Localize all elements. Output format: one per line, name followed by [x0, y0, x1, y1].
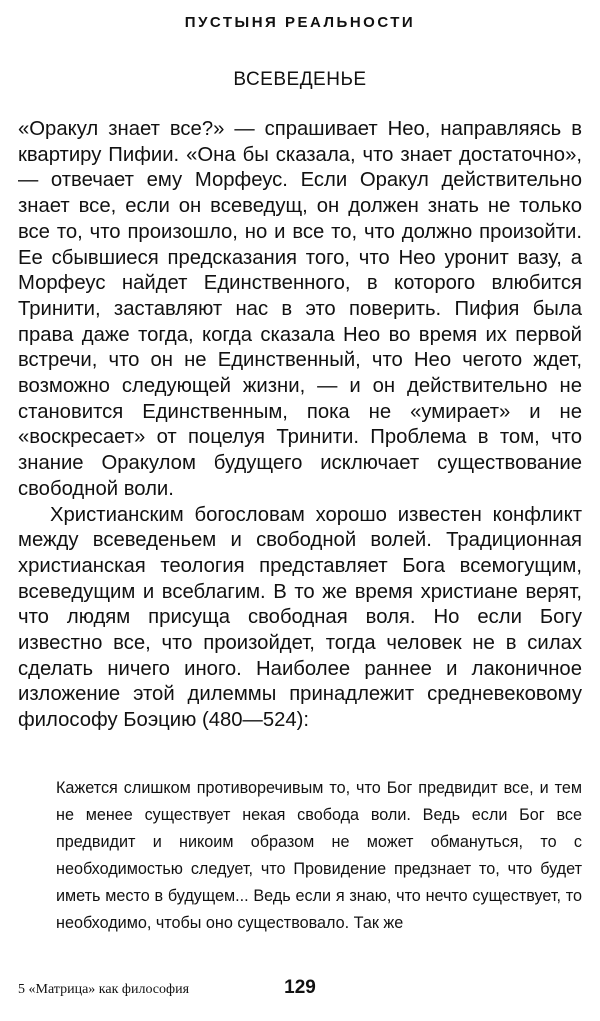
- page-number: 129: [284, 977, 316, 998]
- paragraph-2: Христианским богословам хорошо известен конфликт между всеведеньем и свободной волей. Традиционная христианская теология представляет Бога всемогущим, всеведущим и всеблагим. В то же время христиане верят, что людям присуща свободная воля. Но если Богу известно все, что произойдет, тогда человек не в силах сделать ничего иного. Наиболее раннее и лаконичное изложение этой дилеммы принадлежит средневековому философу Боэцию (480—524):: [18, 503, 582, 732]
- paragraph-1: «Оракул знает все?» — спрашивает Нео, направляясь в квартиру Пифии. «Она бы сказала, что знает достаточно», — отвечает ему Морфеус. Если Оракул действительно знает все, если он всеведущ, он должен знать не только все то, что произошло, но и все то, что должно произойти. Ее сбывшиеся предсказания того, что Нео уронит вазу, а Морфеус найдет Единственного, в которого влюбится Тринити, заставляют нас в это поверить. Пифия была права даже тогда, когда сказала Нео во время их первой встречи, что он не Единственный, что Нео чегото ждет, возможно следующей жизни, — и он действительно не становится Единственным, пока не «умирает» и не «воскресает» от поцелуя Тринити. Проблема в том, что знание Оракулом будущего исключает существование свободной воли.: [18, 118, 582, 500]
- running-head: ПУСТЫНЯ РЕАЛЬНОСТИ: [184, 14, 416, 31]
- footer-signature: 5 «Матрица» как философия: [18, 982, 190, 997]
- block-quote: Кажется слишком противоречивым то, что Бог предвидит все, и тем не менее существует некая свобода воли. Ведь если Бог все предвидит и никоим образом не может обмануться, то с необходимостью следует, что Провидение предзнает то, что будет иметь место в будущем... Ведь если я знаю, что нечто существует, то необходимо, чтобы оно существовало. Так же: [56, 779, 582, 932]
- section-title: ВСЕВЕДЕНЬЕ: [233, 69, 367, 90]
- body-text: [18, 117, 582, 734]
